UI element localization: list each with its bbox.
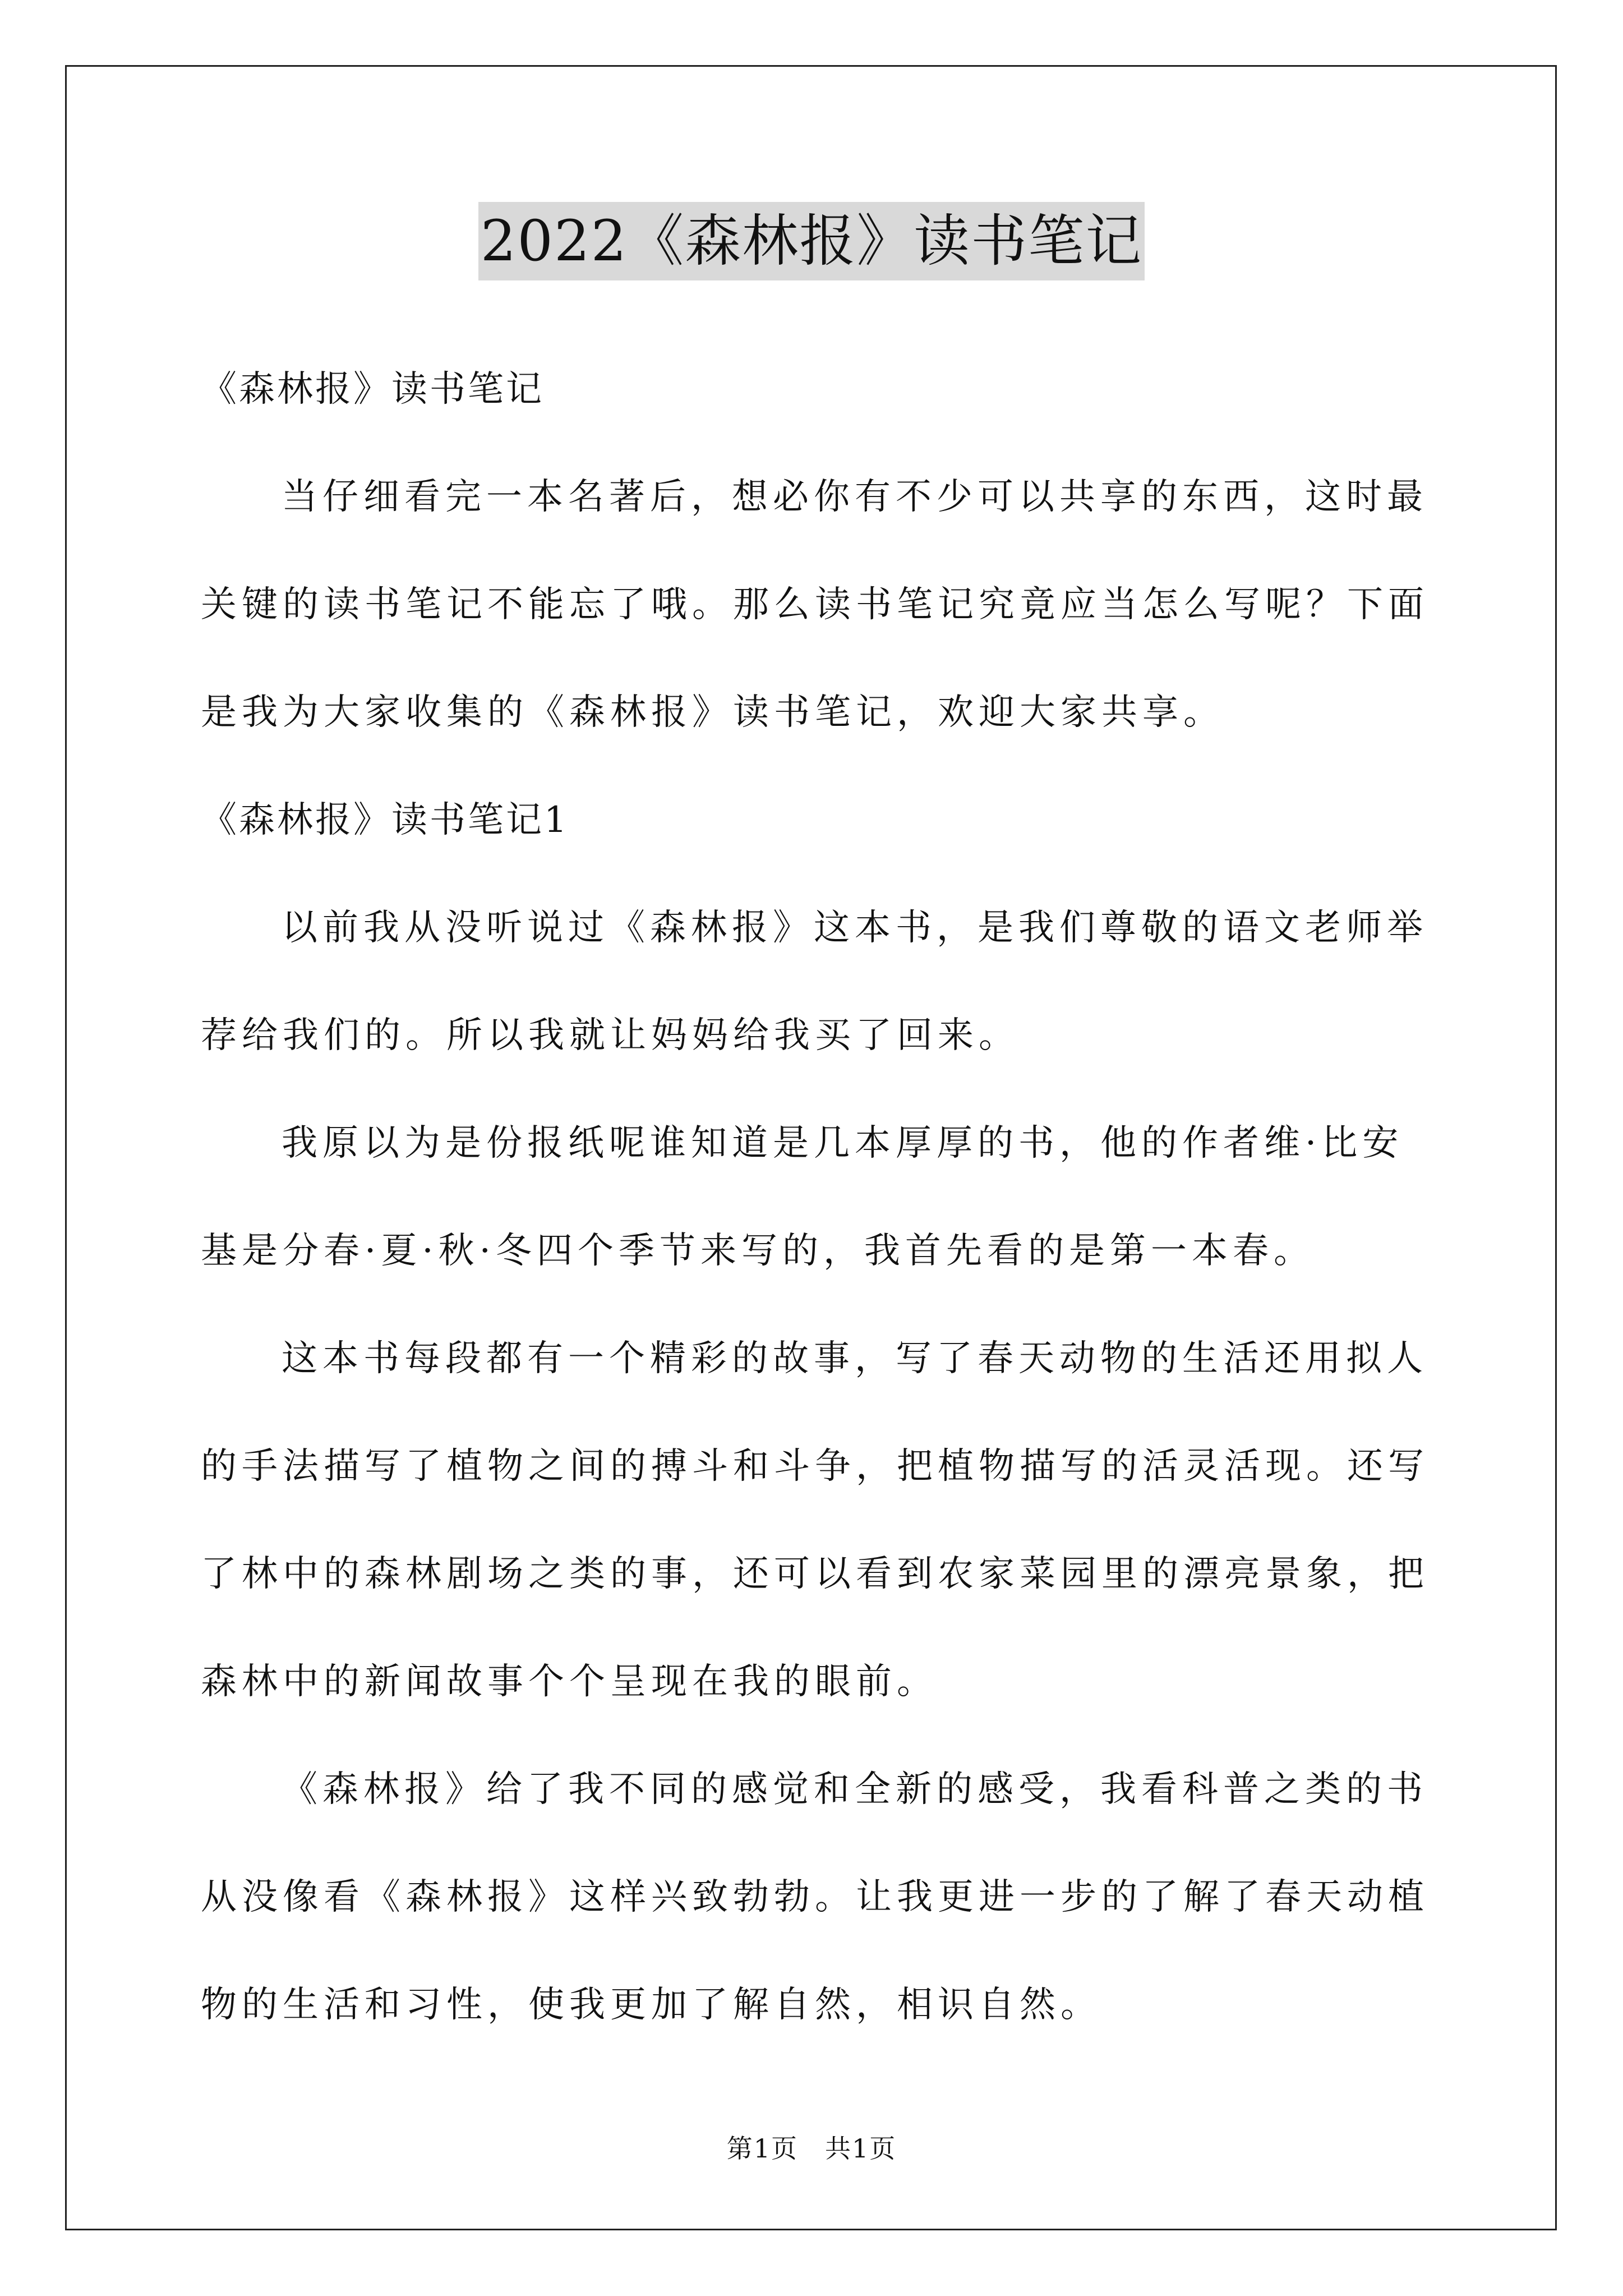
paragraph-line: 了林中的森林剧场之类的事，还可以看到农家菜园里的漂亮景象，把 bbox=[201, 1553, 1429, 1595]
paragraph-line: 从没像看《森林报》这样兴致勃勃。让我更进一步的了解了春天动植 bbox=[201, 1876, 1429, 1918]
paragraph-line: 是我为大家收集的《森林报》读书笔记，欢迎大家共享。 bbox=[201, 692, 1224, 733]
page-footer: 第1页 共1页 bbox=[726, 2133, 897, 2164]
paragraph-line: 我原以为是份报纸呢谁知道是几本厚厚的书，他的作者维·比安 bbox=[282, 1122, 1404, 1164]
paragraph-line: 这本书每段都有一个精彩的故事，写了春天动物的生活还用拟人 bbox=[282, 1338, 1428, 1379]
paragraph-line: 基是分春·夏·秋·冬四个季节来写的，我首先看的是第一本春。 bbox=[201, 1230, 1315, 1272]
paragraph-line: 森林中的新闻故事个个呈现在我的眼前。 bbox=[201, 1661, 938, 1703]
paragraph-line: 《森林报》给了我不同的感觉和全新的感受，我看科普之类的书 bbox=[282, 1769, 1428, 1810]
paragraph-line: 物的生活和习性，使我更加了解自然，相识自然。 bbox=[201, 1984, 1101, 2026]
section-heading: 《森林报》读书笔记1 bbox=[201, 799, 569, 841]
paragraph-line: 以前我从没听说过《森林报》这本书，是我们尊敬的语文老师举 bbox=[282, 907, 1428, 949]
document-title: 2022《森林报》读书笔记 bbox=[478, 202, 1145, 280]
section-heading: 《森林报》读书笔记 bbox=[201, 369, 544, 410]
paragraph-line: 关键的读书笔记不能忘了哦。那么读书笔记究竟应当怎么写呢？下面 bbox=[201, 584, 1429, 625]
document-body bbox=[201, 335, 1429, 2059]
paragraph-line: 当仔细看完一本名著后，想必你有不少可以共享的东西，这时最 bbox=[282, 476, 1428, 518]
paragraph-line: 荐给我们的。所以我就让妈妈给我买了回来。 bbox=[201, 1015, 1020, 1056]
paragraph-line: 的手法描写了植物之间的搏斗和斗争，把植物描写的活灵活现。还写 bbox=[201, 1446, 1429, 1487]
title-container bbox=[0, 202, 1623, 280]
